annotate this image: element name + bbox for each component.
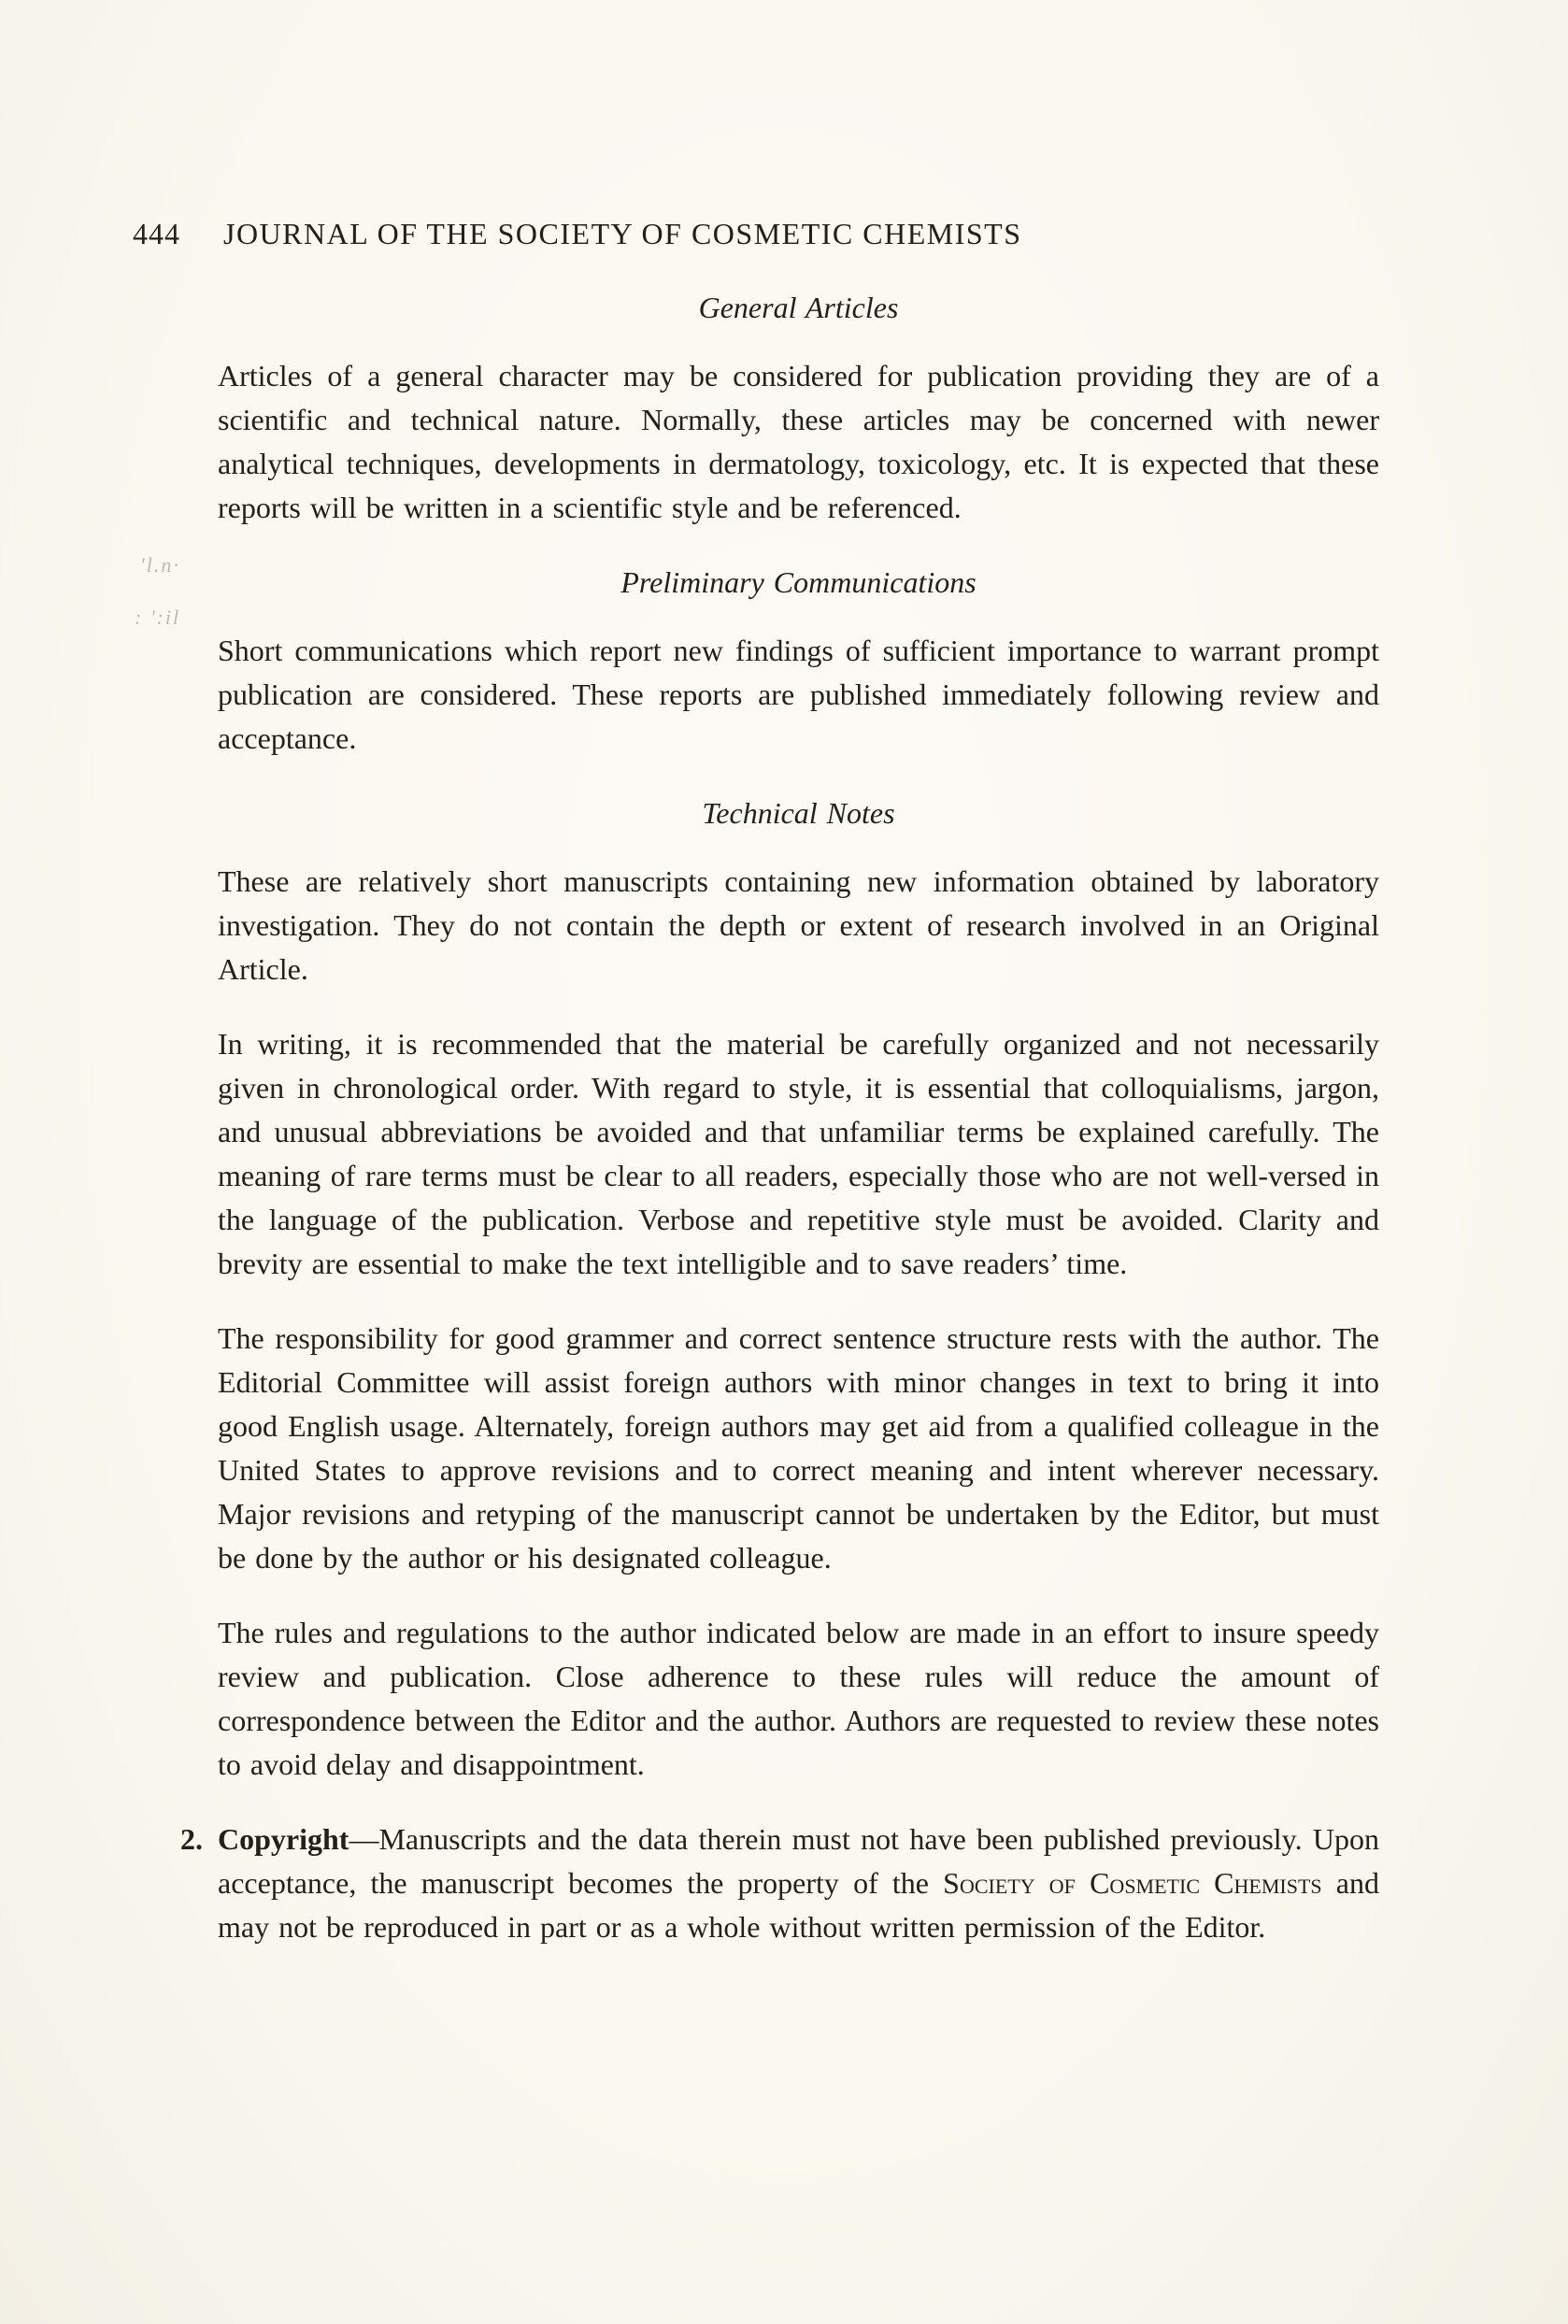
society-smallcaps: Society of Cosmetic Chemists (943, 1866, 1322, 1900)
page-number: 444 (133, 217, 180, 250)
section-heading-technical-notes: Technical Notes (702, 796, 895, 830)
copyright-body-before: Manuscripts and the data therein must not have been published previously. Upon acceptance, the manuscript becomes the property of the (218, 1822, 1379, 1900)
paragraph: Short communications which report new findings of sufficient importance to warrant prompt publication are considered. These reports are published immediately following review and acceptance. (218, 634, 1379, 755)
page-content (180, 277, 1380, 1949)
copyright-body-after: and may not be reproduced in part or as a whole without written permission of the Editor. (218, 1866, 1380, 1944)
item-number: 2. (180, 1822, 203, 1856)
copyright-label: Copyright (218, 1822, 349, 1856)
margin-smudge: : ':il (135, 606, 181, 629)
section-heading-general-articles: General Articles (698, 291, 899, 324)
paragraph: These are relatively short manuscripts containing new information obtained by laboratory investigation. They do not contain the depth or extent of research involved in an Original Article. (218, 864, 1379, 986)
journal-title: JOURNAL OF THE SOCIETY OF COSMETIC CHEMISTS (223, 217, 1022, 250)
margin-smudge: 'l.n· (140, 553, 180, 577)
page-header (133, 217, 1022, 251)
copyright-dash: — (349, 1822, 379, 1856)
copyright-item (180, 1818, 1380, 1949)
paragraph: The rules and regulations to the author indicated below are made in an effort to insure speedy review and publication. Close adherence to these rules will reduce the amount of correspondence between the Editor and the author. Authors are requested to review these notes to avoid delay and disappointment. (218, 1616, 1379, 1781)
paragraph: The responsibility for good grammer and correct sentence structure rests with the author. The Editorial Committee will assist foreign authors with minor changes in text to bring it into good English usage. Alternately, foreign authors may get aid from a qualified colleague in the United States to approve revisions and to correct meaning and intent wherever necessary. Major revisions and retyping of the manuscript cannot be undertaken by the Editor, but must be done by the author or his designated colleague. (218, 1321, 1379, 1575)
copyright-text (218, 1818, 1379, 1949)
paragraph: Articles of a general character may be considered for publication providing they are of a scientific and technical nature. Normally, these articles may be concerned with newer analytical techniques, developments in dermatology, toxicology, etc. It is expected that these reports will be written in a scientific style and be referenced. (218, 359, 1379, 524)
section-heading-preliminary-communications: Preliminary Communications (620, 565, 976, 599)
paragraph: In writing, it is recommended that the material be carefully organized and not necessarily given in chronological order. With regard to style, it is essential that colloquialisms, jargon, and unusual abbreviations be avoided and that unfamiliar terms be explained carefully. The meaning of rare terms must be clear to all readers, especially those who are not well-versed in the language of the publication. Verbose and repetitive style must be avoided. Clarity and brevity are essential to make the text intelligible and to save readers’ time. (218, 1027, 1379, 1280)
